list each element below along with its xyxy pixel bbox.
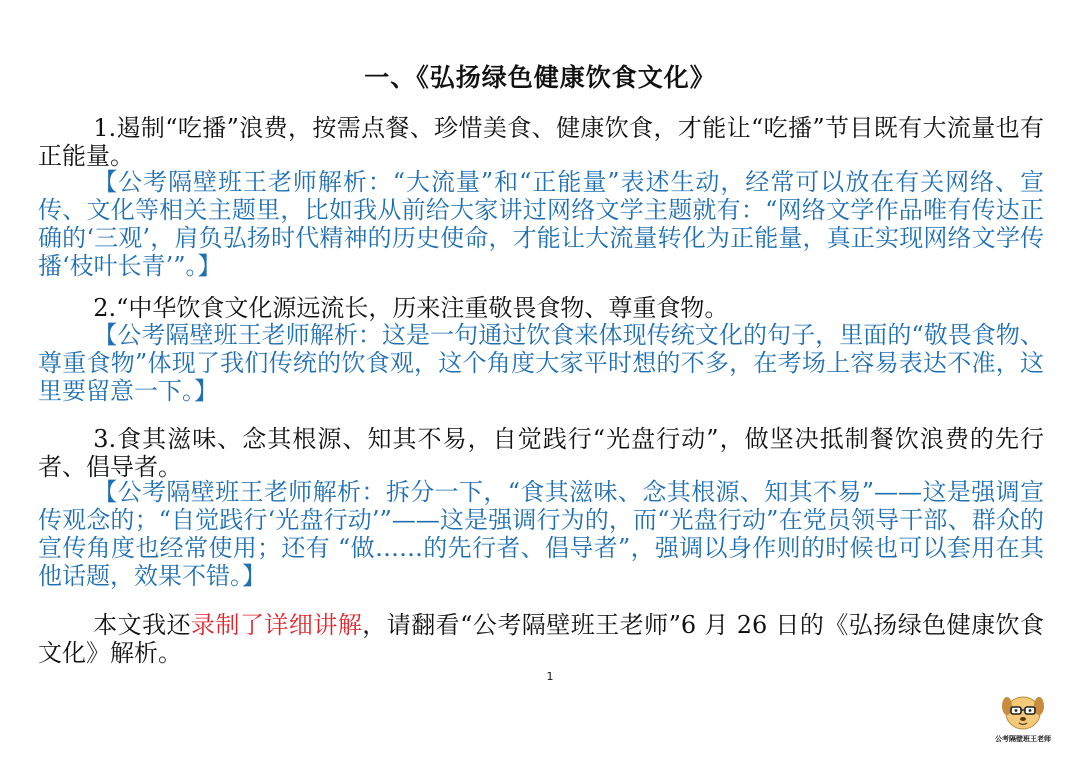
page-number: 1 (546, 670, 554, 683)
closing-highlight: 录制了详细讲解 (191, 611, 363, 639)
closing-text-before: 本文我还 (93, 611, 192, 639)
item-1-text: 1.遏制“吃播”浪费，按需点餐、珍惜美食、健康饮食，才能让“吃播”节目既有大流量也有正能量。 (38, 114, 1044, 170)
item-3-analysis: 【公考隔壁班王老师解析：拆分一下，“食其滋味、念其根源、知其不易”——这是强调宣传观念的；“自觉践行‘光盘行动’”——这是强调行为的，而“光盘行动”在党员领导干部、群众的宣传角度也经常使用；还有 “做……的先行者、倡导者”，强调以身作则的时候也可以套用在其他话题，效果不错。】 (38, 478, 1044, 590)
page-title: 一、《弘扬绿色健康饮食文化》 (364, 63, 716, 92)
author-logo (990, 688, 1056, 748)
logo-text: 公考隔壁班王老师 (995, 735, 1051, 743)
item-2-analysis: 【公考隔壁班王老师解析：这是一句通过饮食来体现传统文化的句子，里面的“敬畏食物、尊重食物”体现了我们传统的饮食观，这个角度大家平时想的不多，在考场上容易表达不准，这里要留意一下。】 (38, 321, 1044, 405)
item-1-analysis: 【公考隔壁班王老师解析：“大流量”和“正能量”表述生动，经常可以放在有关网络、宣传、文化等相关主题里，比如我从前给大家讲过网络文学主题就有：“网络文学作品唯有传达正确的‘三观’，肩负弘扬时代精神的历史使命，才能让大流量转化为正能量，真正实现网络文学传播‘枝叶长青’”。】 (38, 168, 1044, 280)
dog-with-glasses-icon (1000, 688, 1046, 734)
closing-paragraph (38, 611, 1044, 667)
item-2-text: 2.“中华饮食文化源远流长，历来注重敬畏食物、尊重食物。 (93, 294, 729, 322)
item-3-text: 3.食其滋味、念其根源、知其不易，自觉践行“光盘行动”，做坚决抵制餐饮浪费的先行者、倡导者。 (38, 425, 1044, 481)
closing-text-after: ，请翻看“公考隔壁班王老师”6 月 26 日的《弘扬绿色健康饮食文化》解析。 (38, 611, 1045, 667)
